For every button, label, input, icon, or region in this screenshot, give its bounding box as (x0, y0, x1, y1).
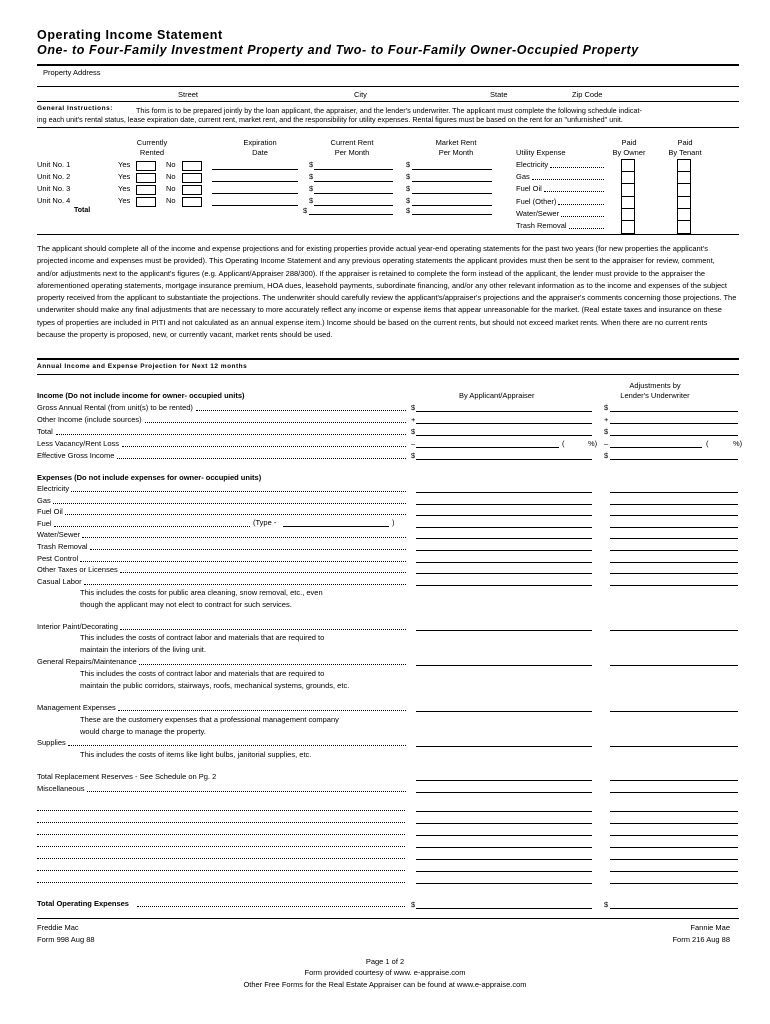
courtesy-text: Form provided courtesy of www. e-appraise.com (304, 968, 466, 977)
management-expenses-label-lender-field[interactable] (610, 711, 738, 712)
instructions-line1: This form is to be prepared jointly by the loan applicant, the appraiser, and the lender's underwriter. The applicant must complete the following schedule indicat- (136, 106, 642, 115)
expiration-date-field[interactable] (212, 205, 298, 206)
income-row-label: Other Income (include sources) (37, 415, 142, 424)
total-current-rent-field[interactable] (309, 214, 393, 215)
interior-paint-label-leader (120, 629, 406, 630)
no-checkbox[interactable] (182, 161, 202, 171)
total-opex-app-dollar: $ (411, 900, 416, 909)
income-lender-field[interactable] (610, 411, 738, 412)
income-lender-field[interactable] (610, 459, 738, 460)
misc-blank-line[interactable] (37, 834, 405, 835)
misc-lender-field[interactable] (610, 883, 738, 884)
expense-applicant-field[interactable] (416, 504, 592, 505)
expense-lender-field[interactable] (610, 573, 738, 574)
expense-lender-field[interactable] (610, 585, 738, 586)
general-repairs-label-leader (139, 664, 406, 665)
supplies-label: Supplies (37, 738, 66, 747)
income-row-label: Gross Annual Rental (from unit(s) to be rented) (37, 403, 193, 412)
property-address-label: Property Address (43, 68, 101, 77)
misc-lender-field[interactable] (610, 859, 738, 860)
supplies-note: This includes the costs of items like light bulbs, janitorial supplies, etc. (80, 750, 312, 759)
misc-blank-line[interactable] (37, 822, 405, 823)
supplies-label-leader (68, 745, 406, 746)
hdr-by-owner: By Owner (612, 148, 646, 157)
hdr-expiration: Expiration (243, 138, 277, 147)
yes-label: Yes (118, 184, 131, 193)
no-label: No (166, 184, 176, 193)
mgmt-note2: would charge to manage the property. (80, 727, 206, 736)
expense-lender-field[interactable] (610, 562, 738, 563)
expense-row-leader (53, 503, 406, 504)
misc-lender-field[interactable] (610, 792, 738, 793)
projection-title: Annual Income and Expense Projection for Next 12 months (37, 363, 248, 370)
income-applicant-field[interactable] (416, 459, 592, 460)
no-label: No (166, 172, 176, 181)
total-current-dollar: $ (303, 206, 308, 215)
misc-applicant-field[interactable] (416, 847, 592, 848)
misc-applicant-field[interactable] (416, 835, 592, 836)
interior-paint-label-lender-field[interactable] (610, 630, 738, 631)
footer-left2: Form 998 Aug 88 (37, 935, 95, 944)
no-label: No (166, 160, 176, 169)
management-expenses-label-applicant-field[interactable] (416, 711, 592, 712)
expense-lender-field[interactable] (610, 515, 738, 516)
projection-sub-rule (37, 374, 739, 375)
no-label: No (166, 196, 176, 205)
expense-lender-field[interactable] (610, 492, 738, 493)
misc-lender-field[interactable] (610, 871, 738, 872)
expense-row-label: Casual Labor (37, 577, 82, 586)
vacancy-applicant-pct: %) (588, 439, 598, 448)
table-bottom-rule (37, 234, 739, 235)
misc-lender-field[interactable] (610, 847, 738, 848)
hdr-by-tenant: By Tenant (668, 148, 702, 157)
expense-row-label: Electricity (37, 484, 70, 493)
utility-label: Electricity (516, 160, 549, 169)
expense-row-leader (71, 491, 406, 492)
expense-row-label: Fuel (37, 519, 52, 528)
total-market-dollar: $ (406, 206, 411, 215)
expense-row-label: Water/Sewer (37, 530, 81, 539)
income-lender-sym: $ (604, 403, 609, 412)
interior-paint-label: Interior Paint/Decorating (37, 622, 118, 631)
hdr-currently: Currently (136, 138, 168, 147)
misc-blank-line[interactable] (37, 858, 405, 859)
market-rent-field[interactable] (412, 181, 492, 182)
fuel-type-field[interactable] (283, 526, 389, 527)
footer-right1: Fannie Mae (690, 923, 730, 932)
total-opex-leader (137, 906, 405, 907)
expense-row-leader (90, 549, 406, 550)
expense-lender-field[interactable] (610, 527, 738, 528)
utility-leader (544, 191, 604, 192)
total-opex-label: Total Operating Expenses (37, 899, 129, 908)
fuel-type-close: ) (392, 518, 395, 527)
footer-left1: Freddie Mac (37, 923, 79, 932)
current-rent-field[interactable] (314, 169, 393, 170)
yes-checkbox[interactable] (136, 197, 156, 207)
utility-leader (550, 167, 604, 168)
expense-lender-field[interactable] (610, 504, 738, 505)
income-applicant-sym: $ (411, 427, 416, 436)
general-note2: maintain the public corridors, stairways, roofs, mechanical systems, grounds, etc. (80, 681, 350, 690)
hdr-current-per-month: Per Month (334, 148, 370, 157)
addr-street-label: Street (178, 90, 199, 99)
expense-applicant-field[interactable] (416, 550, 592, 551)
expense-lender-field[interactable] (610, 550, 738, 551)
unit-label: Unit No. 2 (37, 172, 71, 181)
market-rent-dollar: $ (406, 160, 411, 169)
expense-applicant-field[interactable] (416, 562, 592, 563)
casual-labor-note1: This includes the costs for public area cleaning, snow removal, etc., even (80, 588, 323, 597)
expense-row-leader (54, 526, 250, 527)
table-top-rule (37, 127, 739, 128)
income-row-label: Less Vacancy/Rent Loss (37, 439, 119, 448)
misc-blank-line[interactable] (37, 882, 405, 883)
replacement-reserves-label: Total Replacement Reserves - See Schedule on Pg. 2 (37, 772, 217, 781)
hdr-market-per-month: Per Month (438, 148, 474, 157)
supplies-label-lender-field[interactable] (610, 746, 738, 747)
hdr-rented: Rented (139, 148, 165, 157)
expense-row-label: Gas (37, 496, 51, 505)
expense-row-leader (84, 584, 406, 585)
interior-note2: maintain the interiors of the living unit. (80, 645, 206, 654)
page-number: Page 1 of 2 (365, 957, 405, 966)
current-rent-field[interactable] (314, 193, 393, 194)
misc-lender-field[interactable] (610, 835, 738, 836)
income-applicant-field[interactable] (416, 423, 592, 424)
interior-note1: This includes the costs of contract labor and materials that are required to (80, 633, 325, 642)
casual-labor-note2: though the applicant may not elect to contract for such services. (80, 600, 292, 609)
income-applicant-field[interactable] (416, 435, 592, 436)
hdr-current-rent: Current Rent (330, 138, 374, 147)
expenses-heading: Expenses (Do not include expenses for owner- occupied units) (37, 473, 262, 482)
utility-leader (561, 216, 604, 217)
market-rent-field[interactable] (412, 193, 492, 194)
projection-rule (37, 358, 739, 360)
expense-row-label: Pest Control (37, 554, 79, 563)
unit-label: Unit No. 3 (37, 184, 71, 193)
total-market-rent-field[interactable] (412, 214, 492, 215)
miscellaneous-label: Miscellaneous (37, 784, 85, 793)
expense-row-leader (65, 514, 406, 515)
expiration-date-field[interactable] (212, 193, 298, 194)
vacancy-applicant-field[interactable] (416, 447, 559, 448)
hdr-paid-owner: Paid (621, 138, 637, 147)
yes-label: Yes (118, 172, 131, 181)
market-rent-dollar: $ (406, 172, 411, 181)
instructions-label: General Instructions: (37, 105, 113, 112)
expense-row-label: Trash Removal (37, 542, 88, 551)
expense-applicant-field[interactable] (416, 515, 592, 516)
income-row-label: Total (37, 427, 53, 436)
yes-label: Yes (118, 160, 131, 169)
interior-paint-label-applicant-field[interactable] (416, 630, 592, 631)
management-expenses-label-leader (118, 710, 406, 711)
unit-label: Unit No. 1 (37, 160, 71, 169)
paid-by-tenant-checkbox[interactable] (677, 183, 691, 197)
general-repairs-label: General Repairs/Maintenance (37, 657, 137, 666)
unit-label: Unit No. 4 (37, 196, 71, 205)
form-title: Operating Income Statement (37, 28, 223, 42)
yes-checkbox[interactable] (136, 185, 156, 195)
reserves-lender-field[interactable] (610, 780, 738, 781)
market-rent-dollar: $ (406, 196, 411, 205)
total-opex-lender-field[interactable] (610, 908, 738, 909)
income-lender-sym: + (604, 415, 609, 424)
expense-row-leader (80, 561, 406, 562)
income-applicant-sym: $ (411, 451, 416, 460)
hdr-paid-tenant: Paid (677, 138, 693, 147)
income-row-leader (196, 410, 406, 411)
misc-applicant-field[interactable] (416, 883, 592, 884)
market-rent-dollar: $ (406, 184, 411, 193)
paid-by-owner-checkbox[interactable] (621, 220, 635, 234)
expense-applicant-field[interactable] (416, 585, 592, 586)
paid-by-tenant-checkbox[interactable] (677, 220, 691, 234)
mgmt-note1: These are the customery expenses that a professional management company (80, 715, 339, 724)
yes-checkbox[interactable] (136, 161, 156, 171)
current-rent-dollar: $ (309, 160, 314, 169)
addr-city-label: City (354, 90, 367, 99)
expense-row-label: Other Taxes or Licenses (37, 565, 118, 574)
hdr-market-rent: Market Rent (435, 138, 477, 147)
general-repairs-label-lender-field[interactable] (610, 665, 738, 666)
misc-lender-field[interactable] (610, 811, 738, 812)
misc-applicant-field[interactable] (416, 792, 592, 793)
misc-applicant-field[interactable] (416, 859, 592, 860)
misc-applicant-field[interactable] (416, 811, 592, 812)
expense-row-leader (82, 537, 406, 538)
address-line[interactable] (37, 86, 739, 87)
no-checkbox[interactable] (182, 197, 202, 207)
utility-leader (558, 204, 604, 205)
free-forms-text: Other Free Forms for the Real Estate Appraiser can be found at www.e-appraise.com (243, 980, 527, 989)
total-opex-applicant-field[interactable] (416, 908, 592, 909)
utility-leader (532, 179, 604, 180)
reserves-applicant-field[interactable] (416, 780, 592, 781)
management-expenses-label: Management Expenses (37, 703, 116, 712)
vacancy-lender-pct: %) (733, 439, 743, 448)
general-repairs-label-applicant-field[interactable] (416, 665, 592, 666)
general-note1: This includes the costs of contract labor and materials that are required to (80, 669, 325, 678)
hdr-utility-expense: Utility Expense (516, 148, 566, 157)
no-checkbox[interactable] (182, 173, 202, 183)
total-opex-lender-dollar: $ (604, 900, 609, 909)
footer-rule (37, 918, 739, 919)
expense-lender-field[interactable] (610, 538, 738, 539)
vacancy-lender-paren: ( (706, 439, 709, 448)
utility-label: Trash Removal (516, 221, 567, 230)
lenders-underwriter-label: Lender's Underwriter (620, 391, 690, 400)
addr-state-label: State (490, 90, 508, 99)
income-row-leader (56, 434, 406, 435)
current-rent-field[interactable] (314, 205, 393, 206)
yes-label: Yes (118, 196, 131, 205)
market-rent-field[interactable] (412, 169, 492, 170)
current-rent-dollar: $ (309, 172, 314, 181)
income-row-leader (117, 458, 406, 459)
income-lender-sym: $ (604, 451, 609, 460)
adjustments-by-label: Adjustments by (629, 381, 681, 390)
vacancy-applicant-paren: ( (562, 439, 565, 448)
income-applicant-sym: – (411, 439, 416, 448)
income-applicant-sym: $ (411, 403, 416, 412)
supplies-label-applicant-field[interactable] (416, 746, 592, 747)
income-lender-sym: – (604, 439, 609, 448)
expense-applicant-field[interactable] (416, 538, 592, 539)
income-lender-field[interactable] (610, 423, 738, 424)
fuel-type-label: (Type - (253, 518, 277, 527)
utility-leader (569, 228, 604, 229)
yes-checkbox[interactable] (136, 173, 156, 183)
hdr-date: Date (252, 148, 268, 157)
by-applicant-label: By Applicant/Appraiser (459, 391, 535, 400)
expense-row-label: Fuel Oil (37, 507, 63, 516)
expense-row-leader (120, 572, 406, 573)
misc-leader (87, 791, 406, 792)
income-row-leader (122, 446, 406, 447)
current-rent-dollar: $ (309, 196, 314, 205)
income-applicant-sym: + (411, 415, 416, 424)
income-lender-field[interactable] (610, 435, 738, 436)
expense-applicant-field[interactable] (416, 573, 592, 574)
paid-by-owner-checkbox[interactable] (621, 183, 635, 197)
utility-label: Fuel (Other) (516, 197, 557, 206)
misc-blank-line[interactable] (37, 810, 405, 811)
form-subtitle: One- to Four-Family Investment Property and Two- to Four-Family Owner-Occupied Property (37, 43, 639, 57)
income-row-label: Effective Gross Income (37, 451, 115, 460)
utility-label: Fuel Oil (516, 184, 542, 193)
addr-zip-label: Zip Code (572, 90, 603, 99)
income-heading: Income (Do not include income for owner- occupied units) (37, 391, 245, 400)
expiration-date-field[interactable] (212, 169, 298, 170)
utility-label: Water/Sewer (516, 209, 560, 218)
expense-applicant-field[interactable] (416, 492, 592, 493)
body-paragraph: The applicant should complete all of the income and expense projections and for existing properties provide actual year-end operating statements for the past two years (for new properties the applicant's projected income and expenses must be provided). This Operating Income Statement and any previous operating statements the applicant provides must then be sent to the appraiser for review, comment, and/or adjustments next to the applicant's figures (e.g. Applicant/Appraiser 288/300). If the appraiser is retained to complete the form instead of the applicant, the lender must provide to the appraiser the aforementioned operating statements, mortgage insurance premium, HOA dues, leasehold payments, subordinate financing, and/or any other relevant information as to the income and expenses of the subject property received from the applicant to substantiate the projections. The underwriter should carefully review the applicant's/appraiser's projections and the appraiser's comments concerning those projections. The underwriter should make any final adjustments that are necessary to more accurately reflect any income or expense items that appear unreasonable for the market. (Real estate taxes and insurance on these types of properties are included in PITI and not calculated as an annual expense item.) Income should be based on the current rents, but should not exceed market rents. When there are no current rents because the property is proposed, new, or currently vacant, market rents should be used. (37, 244, 737, 340)
title-rule (37, 64, 739, 66)
vacancy-lender-field[interactable] (610, 447, 702, 448)
income-row-leader (145, 422, 406, 423)
expense-applicant-field[interactable] (416, 527, 592, 528)
misc-applicant-field[interactable] (416, 871, 592, 872)
misc-applicant-field[interactable] (416, 823, 592, 824)
instructions-line2: ing each unit's rental status, lease expiration date, current rent, market rent, and the responsibility for utility expenses. Rental figures must be based on the rent for an "unfurnished" unit. (37, 115, 623, 124)
utility-label: Gas (516, 172, 530, 181)
current-rent-field[interactable] (314, 181, 393, 182)
income-lender-sym: $ (604, 427, 609, 436)
misc-blank-line[interactable] (37, 870, 405, 871)
income-applicant-field[interactable] (416, 411, 592, 412)
unit-total-label: Total (74, 207, 91, 214)
current-rent-dollar: $ (309, 184, 314, 193)
expiration-date-field[interactable] (212, 181, 298, 182)
misc-lender-field[interactable] (610, 823, 738, 824)
instructions-rule (37, 101, 739, 102)
market-rent-field[interactable] (412, 205, 492, 206)
misc-blank-line[interactable] (37, 846, 405, 847)
footer-right2: Form 216 Aug 88 (672, 935, 730, 944)
no-checkbox[interactable] (182, 185, 202, 195)
